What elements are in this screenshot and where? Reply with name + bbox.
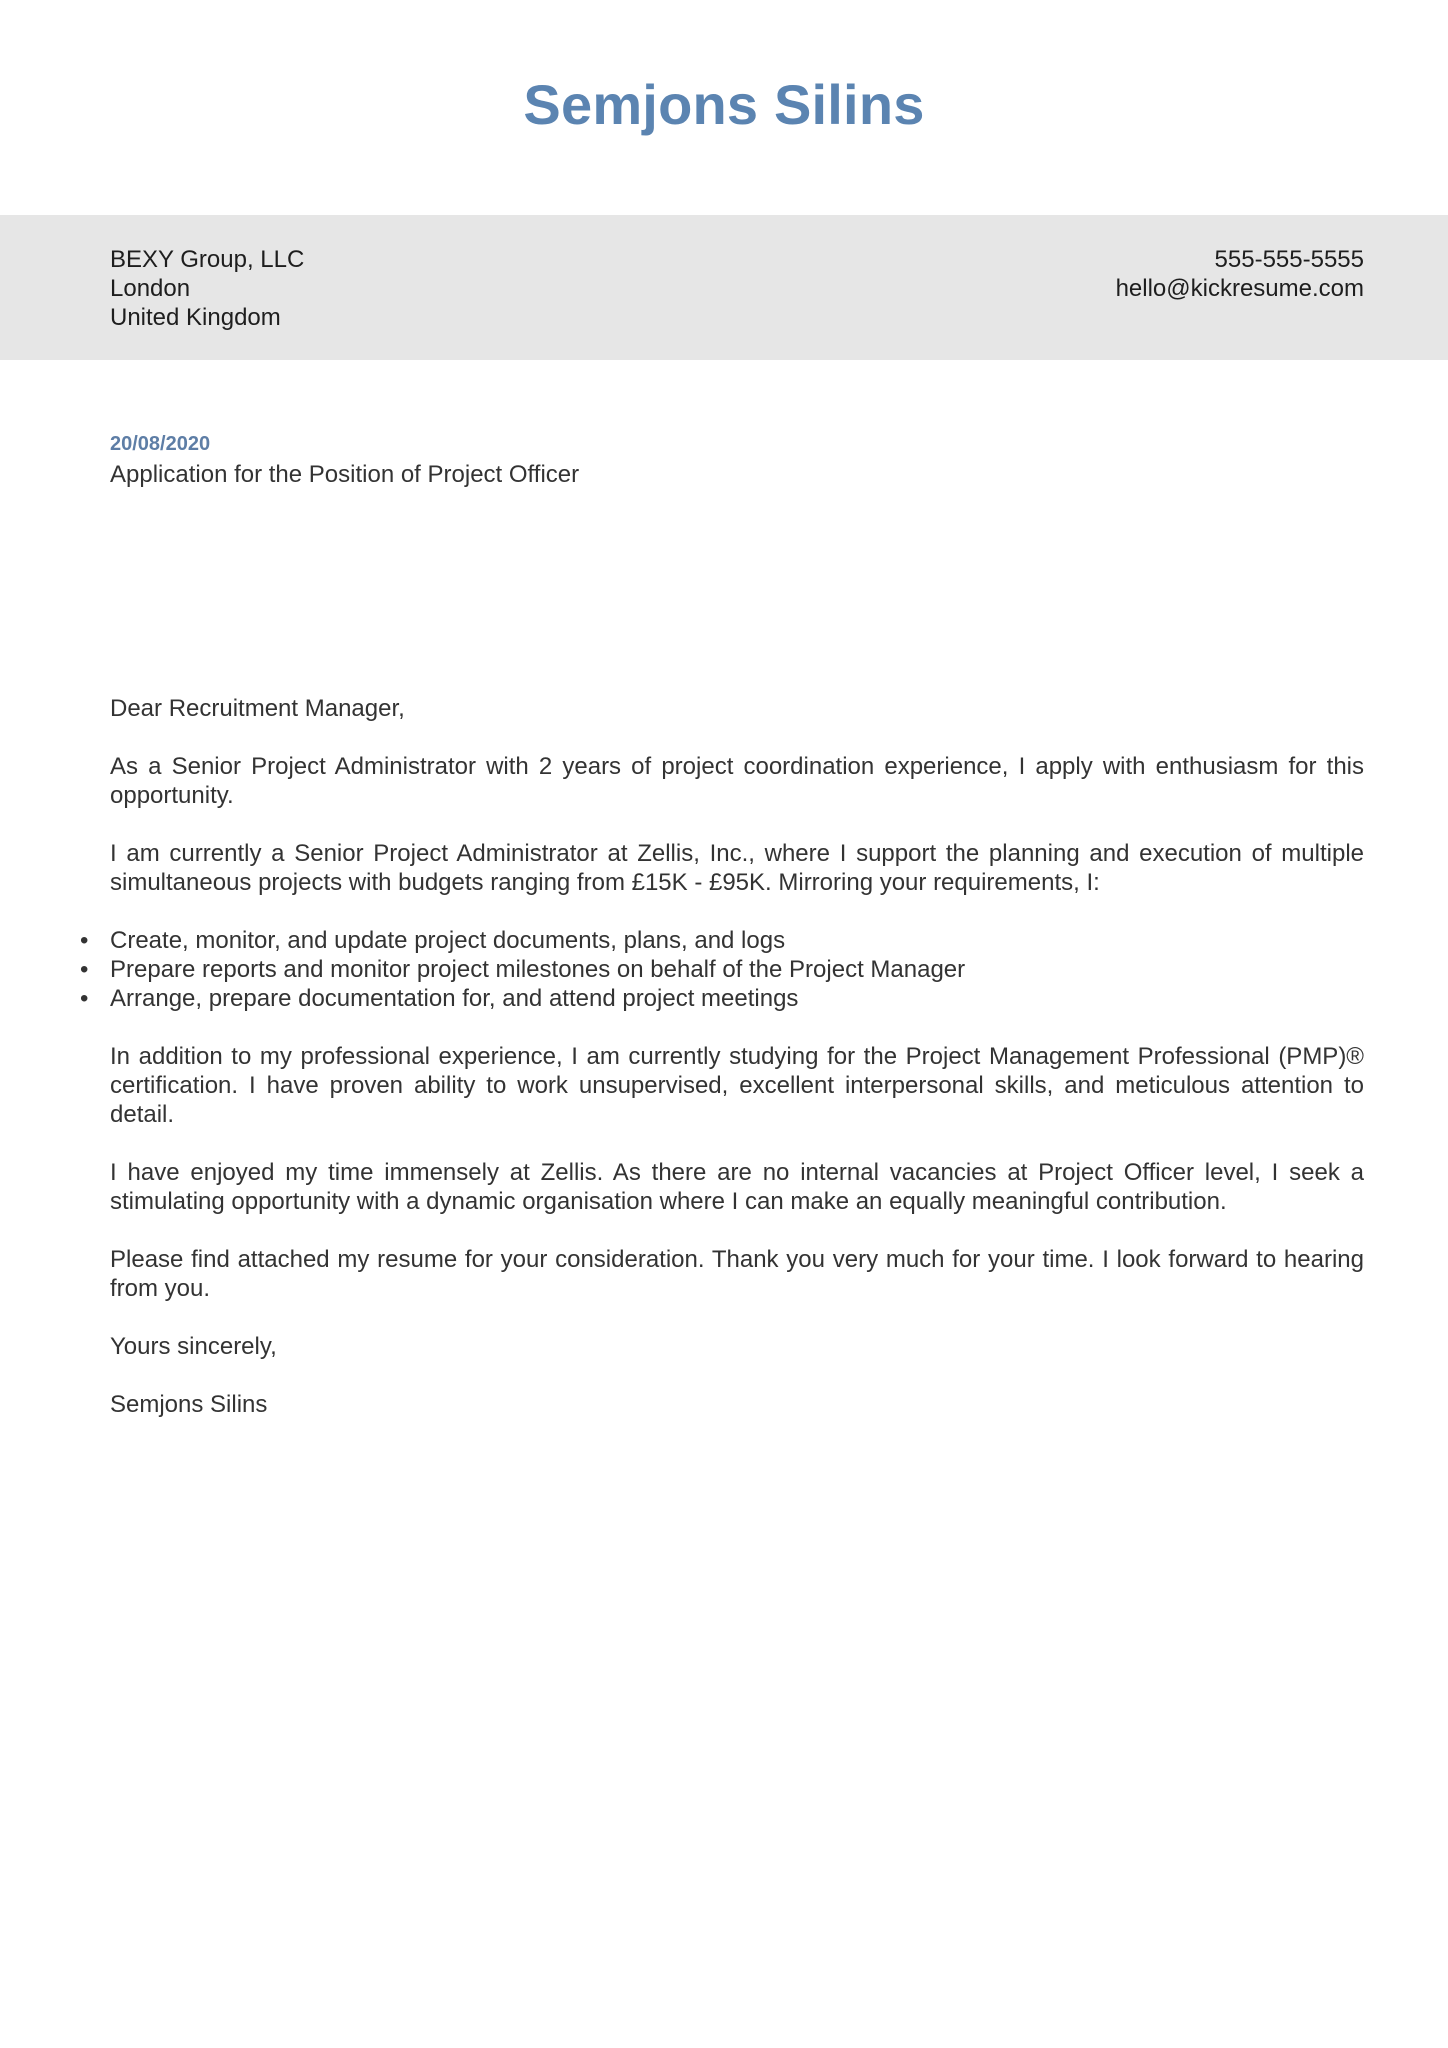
sender-contact bbox=[1116, 245, 1364, 303]
responsibilities-list bbox=[110, 926, 1364, 1013]
recipient-address bbox=[110, 245, 304, 332]
list-item: • Create, monitor, and update project documents, plans, and logs bbox=[110, 926, 1364, 955]
paragraph-qualifications: In addition to my professional experience, I am currently studying for the Project Management Professional (PMP)® certification. I have proven ability to work unsupervised, excellent interpersonal skills, and meticulous attention to detail. bbox=[110, 1043, 1364, 1128]
recipient-company: BEXY Group, LLC bbox=[110, 246, 305, 273]
letter-subject: Application for the Position of Project Officer bbox=[110, 461, 580, 488]
list-item: • Arrange, prepare documentation for, and attend project meetings bbox=[110, 984, 1364, 1013]
recipient-city: London bbox=[110, 275, 191, 302]
contact-band bbox=[0, 215, 1448, 360]
salutation: Dear Recruitment Manager, bbox=[110, 695, 405, 722]
letter-body bbox=[110, 694, 1364, 1448]
signature-name: Semjons Silins bbox=[110, 1391, 268, 1418]
sender-phone: 555-555-5555 bbox=[1214, 246, 1364, 273]
recipient-country: United Kingdom bbox=[110, 304, 281, 331]
applicant-name: Semjons Silins bbox=[523, 73, 925, 136]
letter-date: 20/08/2020 bbox=[110, 433, 211, 455]
paragraph-motivation: I have enjoyed my time immensely at Zellis. As there are no internal vacancies at Project Officer level, I seek a stimulating opportunity with a dynamic organisation where I can make an equally meaningful contribution. bbox=[110, 1159, 1364, 1215]
paragraph-intro: As a Senior Project Administrator with 2 years of project coordination experience, I apply with enthusiasm for this opportunity. bbox=[110, 753, 1364, 809]
list-item: • Prepare reports and monitor project milestones on behalf of the Project Manager bbox=[110, 955, 1364, 984]
paragraph-closing: Please find attached my resume for your consideration. Thank you very much for your time. I look forward to hearing from you. bbox=[110, 1246, 1364, 1302]
sender-email: hello@kickresume.com bbox=[1115, 275, 1364, 302]
paragraph-current-role: I am currently a Senior Project Administrator at Zellis, Inc., where I support the planning and execution of multiple simultaneous projects with budgets ranging from £15K - £95K. Mirroring your requirements, I: bbox=[110, 840, 1364, 896]
closing: Yours sincerely, bbox=[110, 1333, 277, 1360]
